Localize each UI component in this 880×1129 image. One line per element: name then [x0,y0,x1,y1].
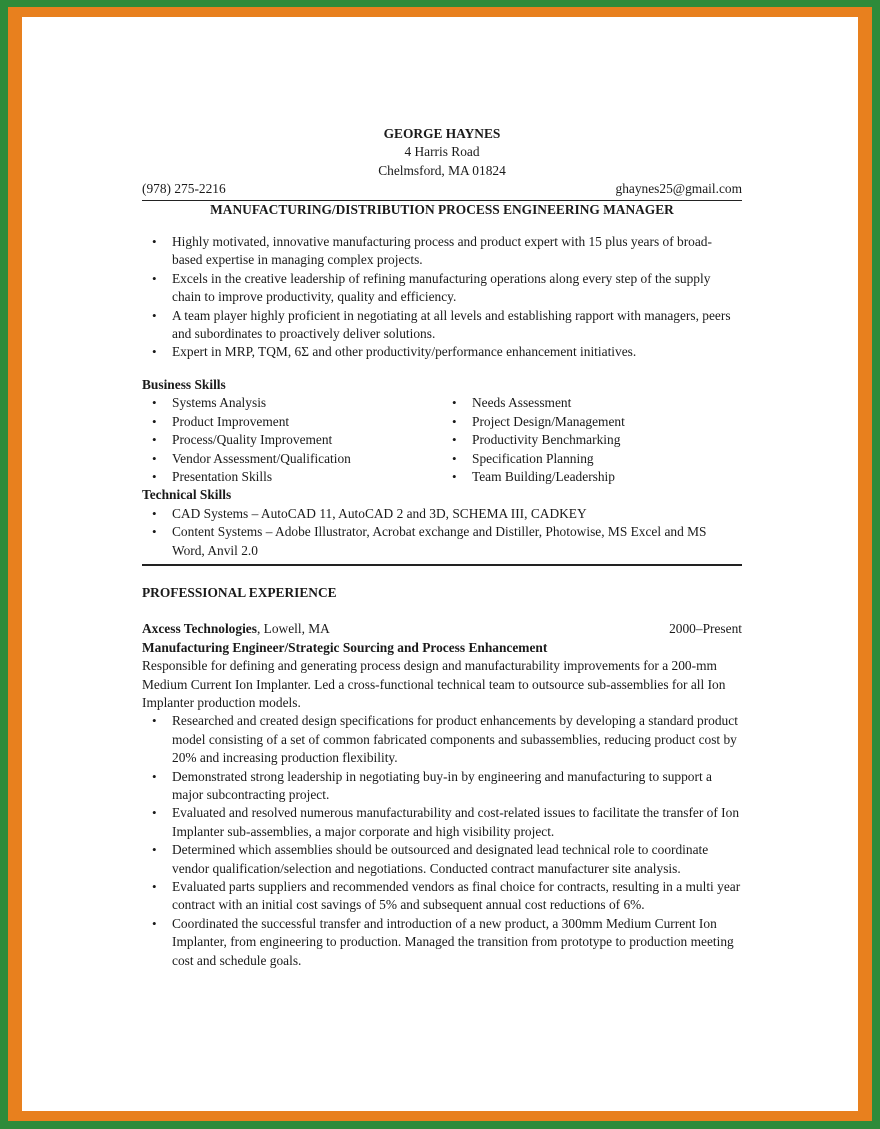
technical-skill-item: • CAD Systems – AutoCAD 11, AutoCAD 2 and 3D, SCHEMA III, CADKEY [142,505,742,523]
page-frame [8,7,872,1121]
skill-item: • Project Design/Management [442,413,742,431]
business-skills-columns [142,394,742,486]
technical-skills-list [142,505,742,560]
accomplishment-item: • Demonstrated strong leadership in negotiating buy-in by engineering and manufacturing to support a major subcontracting project. [142,768,742,805]
skill-item: • Team Building/Leadership [442,468,742,486]
summary-item: • Expert in MRP, TQM, 6Σ and other productivity/performance enhancement initiatives. [142,343,742,361]
skill-item: • Product Improvement [142,413,442,431]
skill-item: • Process/Quality Improvement [142,431,442,449]
job-dates: 2000–Present [669,621,742,637]
experience-heading: PROFESSIONAL EXPERIENCE [142,584,337,600]
business-skills-heading: Business Skills [142,376,226,392]
resume-page [22,17,858,1111]
summary-item: • Excels in the creative leadership of refining manufacturing operations along every step of the supply chain to improve productivity, quality and efficiency. [142,270,742,307]
accomplishment-item: • Researched and created design specifications for product enhancements by developing a standard product model consisting of a set of common fabricated components and subassemblies, reducing product cost by 20% and increasing production flexibility. [142,712,742,767]
skill-item: • Productivity Benchmarking [442,431,742,449]
phone-number: (978) 275-2216 [142,181,226,197]
business-skills-right [442,394,742,486]
accomplishment-item: • Evaluated parts suppliers and recommended vendors as final choice for contracts, resulting in a multi year contract with an initial cost savings of 5% and subsequent annual cost reductions of 6%. [142,878,742,915]
contact-row [142,180,742,198]
accomplishment-item: • Coordinated the successful transfer and introduction of a new product, a 300mm Medium Current Ion Implanter, from engineering to production. Managed the transition from prototype to production meeting cost and schedule goals. [142,915,742,970]
street-address: 4 Harris Road [404,144,480,160]
skill-item: • Vendor Assessment/Qualification [142,450,442,468]
employer [142,620,330,638]
company-location: , Lowell, MA [256,621,330,637]
job-title: Manufacturing Engineer/Strategic Sourcing and Process Enhancement [142,639,548,655]
summary-item: • A team player highly proficient in negotiating at all levels and establishing rapport with managers, peers and subordinates to proactively deliver solutions. [142,307,742,344]
technical-skills-heading: Technical Skills [142,487,232,503]
resume-content [142,125,742,970]
job-description: Responsible for defining and generating process design and manufacturability improvements for a 200-mm Medium Current Ion Implanter. Led a cross-functional technical team to outsource sub-assemblies for all Ion Implanter production models. [142,658,726,710]
job-header [142,620,742,638]
summary-list [142,233,742,362]
skill-item: • Presentation Skills [142,468,442,486]
technical-skill-item: • Content Systems – Adobe Illustrator, Acrobat exchange and Distiller, Photowise, MS Excel and MS Word, Anvil 2.0 [142,523,742,560]
skill-item: • Specification Planning [442,450,742,468]
candidate-name: GEORGE HAYNES [383,126,501,141]
summary-item: • Highly motivated, innovative manufacturing process and product expert with 15 plus years of broad-based expertise in managing complex projects. [142,233,742,270]
headline: MANUFACTURING/DISTRIBUTION PROCESS ENGINEERING MANAGER [210,201,674,217]
job-accomplishments [142,712,742,970]
accomplishment-item: • Determined which assemblies should be outsourced and designated lead technical role to coordinate vendor qualification/selection and negotiations. Conducted contract manufacturer site analysis. [142,841,742,878]
business-skills-left [142,394,442,486]
skill-item: • Needs Assessment [442,394,742,412]
city-state-zip: Chelmsford, MA 01824 [378,162,506,178]
accomplishment-item: • Evaluated and resolved numerous manufacturability and cost-related issues to facilitate the transfer of Ion Implanter sub-assemblies, a major corporate and high visibility project. [142,804,742,841]
skill-item: • Systems Analysis [142,394,442,412]
company-name: Axcess Technologies [142,621,257,637]
email-address[interactable]: ghaynes25@gmail.com [615,181,742,197]
